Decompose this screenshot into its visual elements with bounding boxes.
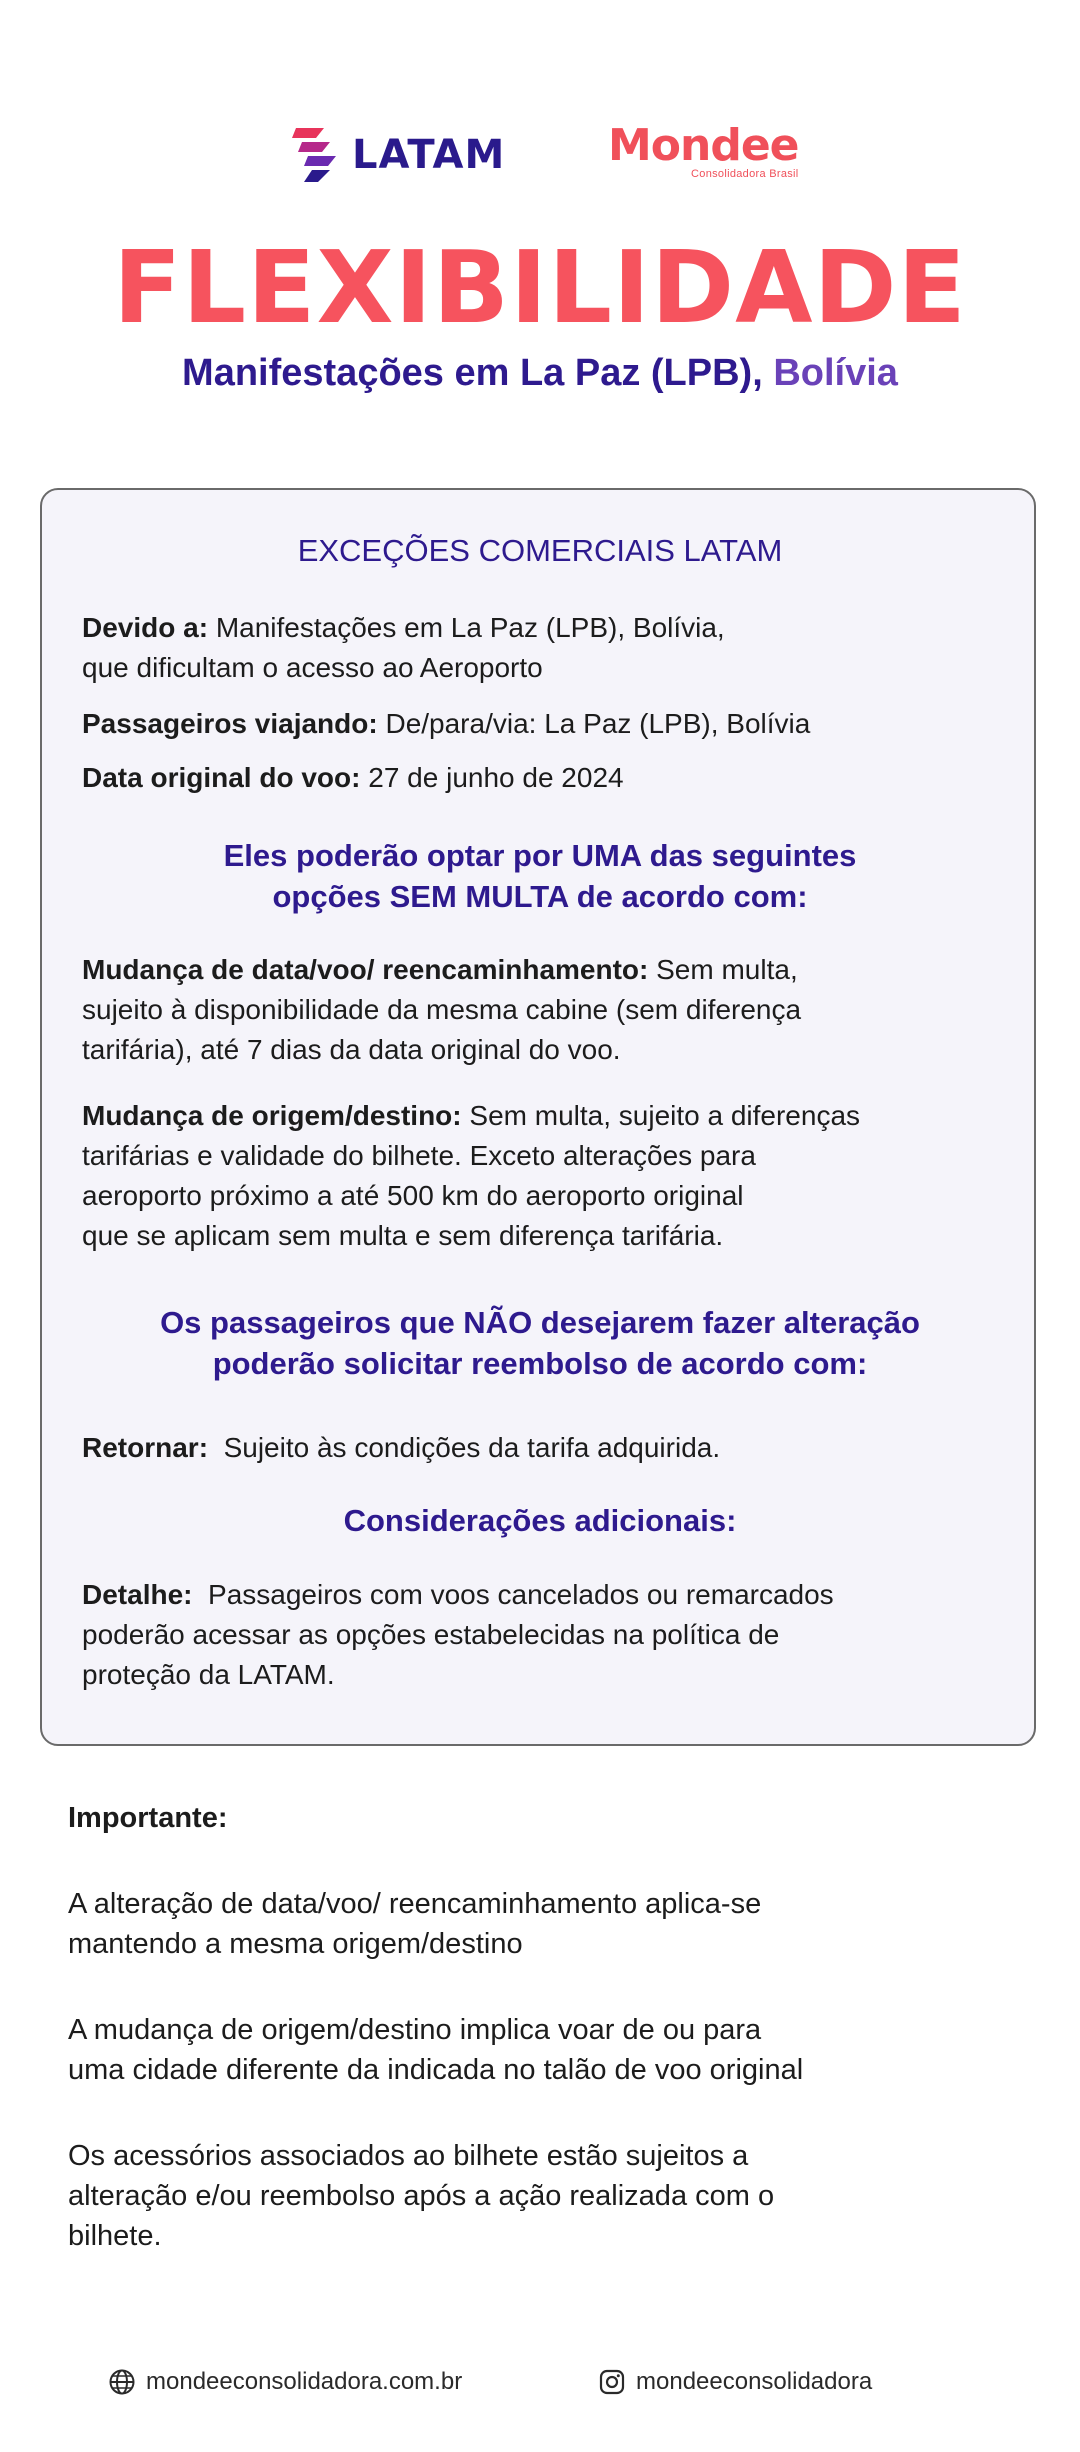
refund-heading-line1: Os passageiros que NÃO desejarem fazer alteração (160, 1305, 920, 1340)
detalhe-line3: proteção da LATAM. (82, 1659, 335, 1690)
important-p3-line3: bilhete. (68, 2220, 162, 2252)
options-heading-line2: opções SEM MULTA de acordo com: (272, 879, 808, 914)
detalhe-line1: Passageiros com voos cancelados ou remarcados (208, 1579, 834, 1610)
important-paragraph-1 (68, 1884, 1008, 1964)
footer (0, 2368, 1080, 2408)
page-title: FLEXIBILIDADE (113, 229, 967, 346)
mudanca-origem-paragraph (82, 1096, 1022, 1256)
retornar-paragraph (82, 1428, 1022, 1468)
latam-wordmark: LATAM (352, 132, 506, 178)
important-p2-line2: uma cidade diferente da indicada no talão de voo original (68, 2054, 804, 2086)
passageiros-label: Passageiros viajando: (82, 708, 378, 739)
important-paragraph-3 (68, 2136, 1008, 2256)
page-subtitle (0, 348, 1080, 398)
mudanca-data-paragraph (82, 950, 1022, 1070)
important-label: Importante: (68, 1802, 228, 1834)
devido-paragraph (82, 608, 1022, 688)
exceptions-card (40, 488, 1036, 1746)
card-heading: EXCEÇÕES COMERCIAIS LATAM (297, 533, 783, 568)
mudanca-origem-line1: Sem multa, sujeito a diferenças (469, 1100, 861, 1131)
mondee-wordmark: Mondee (608, 120, 799, 171)
detalhe-paragraph (82, 1575, 1022, 1695)
retornar-label: Retornar: (82, 1432, 209, 1463)
mudanca-data-line3: tarifária), até 7 dias da data original do voo. (82, 1034, 621, 1065)
instagram-text: mondeeconsolidadora (636, 2368, 873, 2395)
mudanca-origem-line2: tarifárias e validade do bilhete. Exceto alterações para (82, 1140, 756, 1171)
data-paragraph (82, 758, 1022, 798)
globe-icon (108, 2368, 136, 2396)
devido-label: Devido a: (82, 612, 209, 643)
instagram-link[interactable] (598, 2368, 872, 2396)
detalhe-label: Detalhe: (82, 1579, 193, 1610)
latam-logo (290, 126, 505, 184)
mondee-tagline: Consolidadora Brasil (691, 168, 799, 180)
subtitle-accent: Bolívia (773, 352, 898, 394)
important-paragraph-2 (68, 2010, 1008, 2090)
website-link[interactable] (108, 2368, 462, 2396)
data-value: 27 de junho de 2024 (368, 762, 624, 793)
latam-mark-icon (290, 126, 344, 184)
important-p1-line2: mantendo a mesma origem/destino (68, 1928, 523, 1960)
mudanca-origem-line3: aeroporto próximo a até 500 km do aeroporto original (82, 1180, 744, 1211)
options-heading-line1: Eles poderão optar por UMA das seguintes (223, 838, 857, 873)
data-label: Data original do voo: (82, 762, 361, 793)
mudanca-data-line2: sujeito à disponibilidade da mesma cabine (sem diferença (82, 994, 802, 1025)
passageiros-value: De/para/via: La Paz (LPB), Bolívia (385, 708, 811, 739)
logo-bar (0, 118, 1080, 198)
important-p2-line1: A mudança de origem/destino implica voar de ou para (68, 2014, 762, 2046)
mudanca-data-line1: Sem multa, (656, 954, 798, 985)
refund-heading-line2: poderão solicitar reembolso de acordo com: (212, 1346, 868, 1381)
website-text: mondeeconsolidadora.com.br (146, 2368, 463, 2395)
passageiros-paragraph (82, 704, 1022, 744)
important-title (68, 1798, 1008, 1838)
mondee-logo (608, 122, 799, 180)
mudanca-origem-label: Mudança de origem/destino: (82, 1100, 462, 1131)
mudanca-origem-line4: que se aplicam sem multa e sem diferença tarifária. (82, 1220, 724, 1251)
subtitle-main: Manifestações em La Paz (LPB), (182, 352, 763, 394)
instagram-icon (598, 2368, 626, 2396)
mudanca-data-label: Mudança de data/voo/ reencaminhamento: (82, 954, 649, 985)
options-heading (42, 835, 1038, 917)
devido-line2: que dificultam o acesso ao Aeroporto (82, 652, 543, 683)
devido-line1: Manifestações em La Paz (LPB), Bolívia, (215, 612, 725, 643)
detalhe-line2: poderão acessar as opções estabelecidas na política de (82, 1619, 780, 1650)
important-p3-line1: Os acessórios associados ao bilhete estão sujeitos a (68, 2140, 749, 2172)
refund-heading (42, 1302, 1038, 1384)
retornar-value: Sujeito às condições da tarifa adquirida. (223, 1432, 721, 1463)
important-p1-line1: A alteração de data/voo/ reencaminhamento aplica-se (68, 1888, 762, 1920)
important-p3-line2: alteração e/ou reembolso após a ação realizada com o (68, 2180, 775, 2212)
considerations-heading: Considerações adicionais: (343, 1503, 737, 1538)
